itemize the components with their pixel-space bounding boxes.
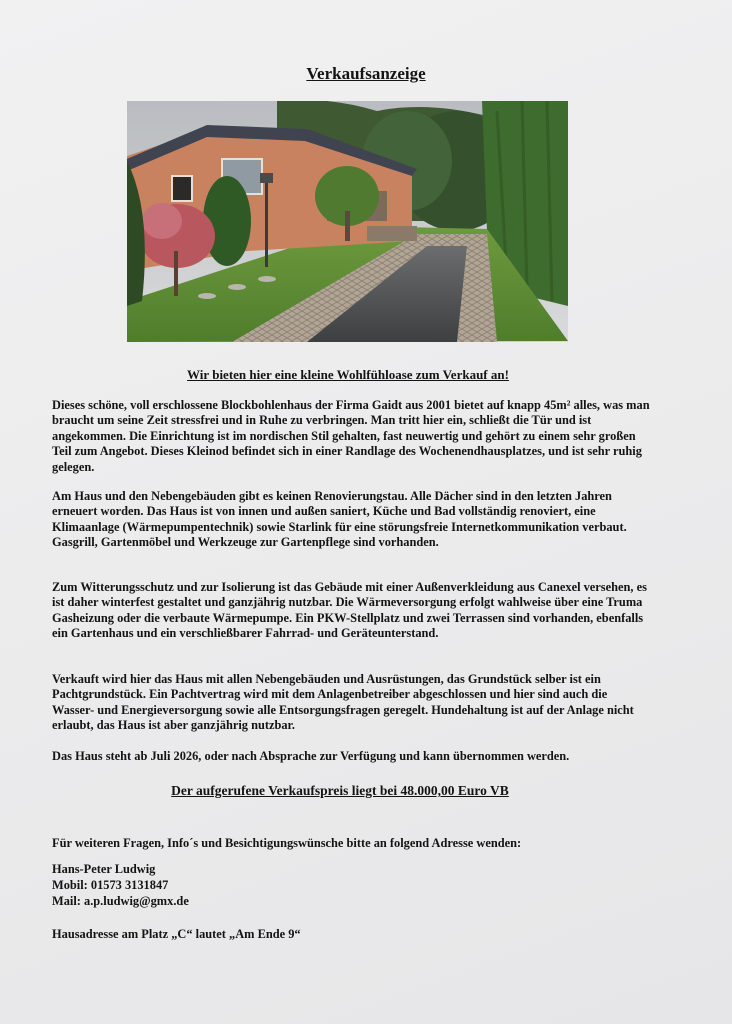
document-title: Verkaufsanzeige [306, 64, 426, 83]
paragraph-description: Dieses schöne, voll erschlossene Blockbohlenhaus der Firma Gaidt aus 2001 bietet auf knapp 45m² alles, was man braucht um seine Zeit stressfrei und in Ruhe zu verbringen. Man tritt hier ein, schließt die Tür und ist angekommen. Die Einrichtung ist im nordischen Stil gehalten, fast neuwertig und gehört zu einem sehr großen Teil zum Angebot. Dieses Kleinod befindet sich in einer Randlage des Wochenendhausplatzes, und ist sehr ruhig gelegen. [52, 398, 650, 474]
paragraph-availability: Das Haus steht ab Juli 2026, oder nach Absprache zur Verfügung und kann übernommen werden. [52, 749, 570, 763]
document-subtitle: Wir bieten hier eine kleine Wohlfühloase zum Verkauf an! [187, 367, 509, 382]
address-line: Hausadresse am Platz „C“ lautet „Am Ende 9“ [52, 927, 301, 941]
contact-mobile: Mobil: 01573 3131847 [52, 878, 169, 892]
paragraph-sale-terms: Verkauft wird hier das Haus mit allen Nebengebäuden und Ausrüstungen, das Grundstück selber ist ein Pachtgrundstück. Ein Pachtvertrag wird mit dem Anlagenbetreiber abgeschlossen und hier sind auch die Wasser- und Energieversorgung sowie alle Entsorgungsfragen geregelt. Hundehaltung ist auf der Anlage nicht erlaubt, das Haus ist aber ganzjährig nutzbar. [52, 672, 634, 733]
house-photo [127, 101, 568, 342]
paragraph-renovation: Am Haus und den Nebengebäuden gibt es keinen Renovierungstau. Alle Dächer sind in den letzten Jahren erneuert worden. Das Haus ist von innen und außen saniert, Küche und Bad vollständig renoviert, eine Klimaanlage (Wärmepumpentechnik) sowie Starlink für eine störungsfreie Internetkommunikation verbaut. Gasgrill, Gartenmöbel und Werkzeuge zur Gartenpflege sind vorhanden. [52, 489, 627, 550]
contact-name: Hans-Peter Ludwig [52, 862, 156, 876]
contact-mail: Mail: a.p.ludwig@gmx.de [52, 894, 189, 908]
price-line: Der aufgerufene Verkaufspreis liegt bei 48.000,00 Euro VB [171, 783, 509, 798]
contact-intro: Für weiteren Fragen, Info´s und Besichtigungswünsche bitte an folgend Adresse wenden: [52, 836, 522, 850]
paragraph-insulation: Zum Witterungsschutz und zur Isolierung ist das Gebäude mit einer Außenverkleidung aus Canexel versehen, es ist daher winterfest gestaltet und ganzjährig nutzbar. Die Wärmeversorgung erfolgt wahlweise über eine Truma Gasheizung oder die verbaute Wärmepumpe. Ein PKW-Stellplatz und zwei Terrassen sind vorhanden, ebenfalls ein Gartenhaus und ein verschließbarer Fahrrad- und Geräteunterstand. [52, 580, 647, 641]
house-photo-illustration [127, 101, 568, 342]
